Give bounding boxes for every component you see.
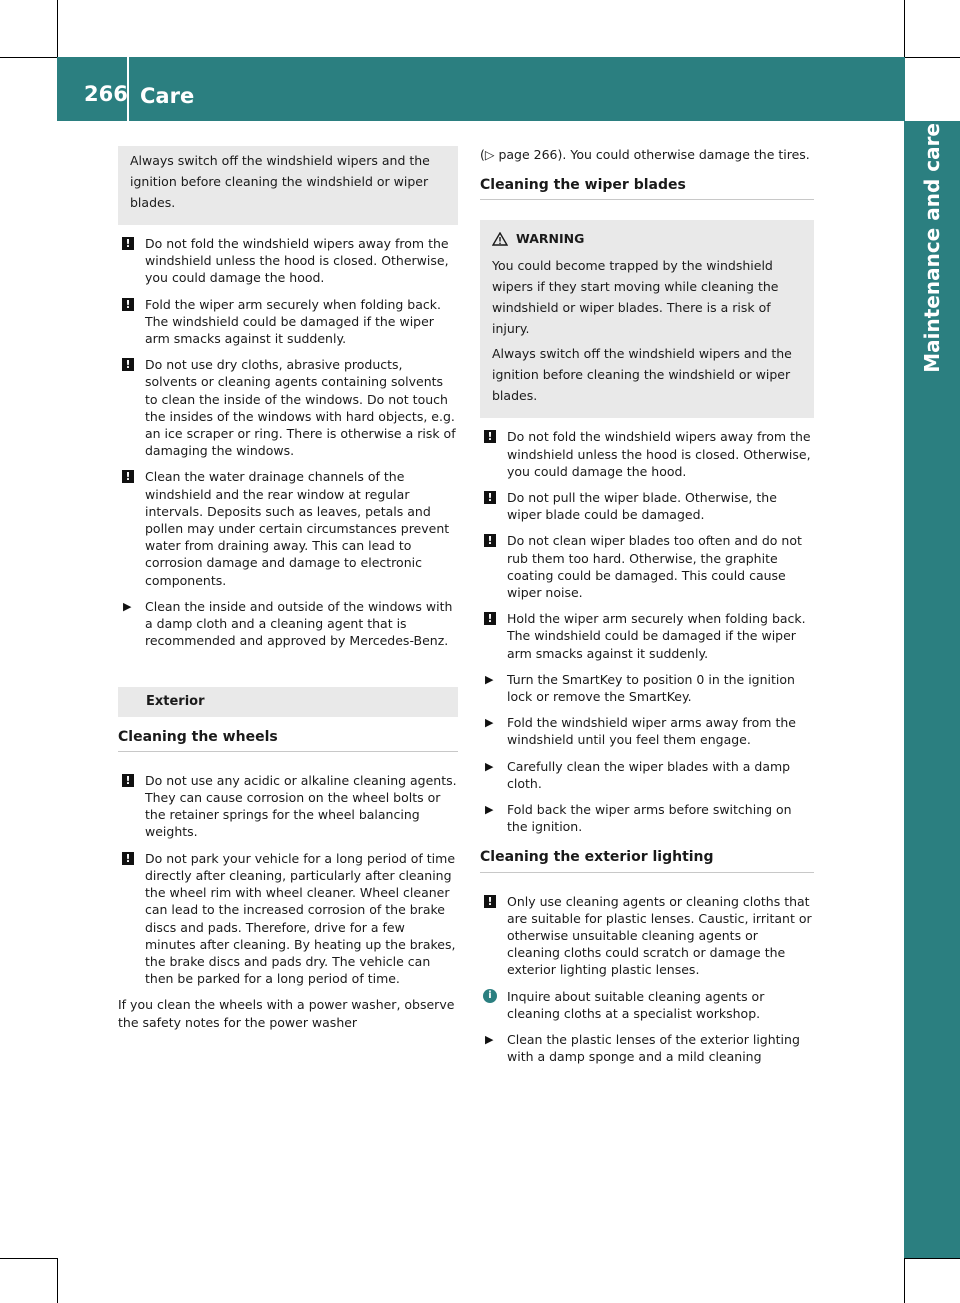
page-number: 266 [84,82,128,106]
crop-mark [904,0,905,57]
note-text: Always switch off the windshield wipers and the ignition before cleaning the windshield or wiper blades. [130,153,430,210]
list-item-text: Clean the plastic lenses of the exterior lighting with a damp sponge and a mild cleaning [507,1032,800,1065]
crop-mark [0,57,57,58]
warning-line: You could become trapped by the windshield wipers if they start moving while cleaning the windshield or wiper blades. There is a risk of injury. [492,258,779,337]
warning-box [480,220,814,418]
paragraph-power-washer: If you clean the wheels with a power washer, observe the safety notes for the power washer [118,997,455,1030]
list-item-text: Do not pull the wiper blade. Otherwise, the wiper blade could be damaged. [507,490,777,523]
list-item [480,758,814,792]
crop-mark [57,0,58,57]
list-item [118,772,458,841]
crop-mark [904,1258,905,1303]
list-item-text: Turn the SmartKey to position 0 in the ignition lock or remove the SmartKey. [507,671,795,705]
wheel-item-list [118,772,458,987]
list-item [480,489,814,523]
list-item [480,988,814,1022]
subheading-cleaning-wheels: Cleaning the wheels [118,729,458,752]
exclamation-box-icon: ! [122,470,134,483]
list-item-text: Clean the water drainage channels of the windshield and the rear window at regular intervals. Deposits such as leaves, petals and pollen may under certain circumstances prevent water from draining away. This can lead to corrosion damage and damage to electronic components. [145,469,450,588]
note-box [118,146,458,225]
exclamation-box-icon: ! [484,895,496,908]
list-item-text: Do not use dry cloths, abrasive products, solvents or cleaning agents containing solvents to clean the inside of the windows. Do not touch the insides of the windows with hard objects, e.g. an ice scraper or ring. There is otherwise a risk of damaging the windows. [145,357,456,459]
crop-mark [905,57,960,58]
subheading-cleaning-wiper-blades: Cleaning the wiper blades [480,177,814,200]
right-column [480,146,814,1075]
list-item [480,610,814,662]
list-item [118,235,458,287]
crop-mark [57,1258,58,1303]
action-arrow-icon: ▶ [485,1033,494,1047]
warning-line: Always switch off the windshield wipers and the ignition before cleaning the windshield or wiper blades. [492,346,792,404]
subheading-cleaning-exterior-lighting: Cleaning the exterior lighting [480,849,814,872]
crop-mark [0,1258,57,1259]
list-item-text: Hold the wiper arm securely when folding back. The windshield could be damaged if the wiper arm smacks against it suddenly. [507,611,806,661]
warning-heading [492,228,802,249]
action-arrow-icon: ▶ [485,803,494,817]
action-arrow-icon: ▶ [123,599,132,613]
list-item [480,1031,814,1065]
exclamation-box-icon: ! [484,534,496,547]
left-column [118,146,458,1041]
exclamation-box-icon: ! [122,852,134,865]
list-item [480,671,814,705]
left-item-list [118,235,458,649]
list-item [118,468,458,588]
list-item-text: Do not clean wiper blades too often and do not rub them too hard. Otherwise, the graphite coating could be damaged. This could cause wiper noise. [507,533,802,601]
section-heading-exterior: Exterior [118,687,458,716]
exclamation-box-icon: ! [122,774,134,787]
list-item [480,532,814,601]
exclamation-box-icon: ! [484,491,496,504]
list-item [480,893,814,979]
list-item [118,296,458,348]
list-item [480,801,814,835]
exclamation-box-icon: ! [484,612,496,625]
list-item [480,428,814,480]
crop-mark [905,1258,960,1259]
list-item-text: Fold the wiper arm securely when folding back. The windshield could be damaged if the wiper arm smacks against it suddenly. [145,296,441,347]
warning-triangle-icon [492,232,508,246]
exclamation-box-icon: ! [484,430,496,443]
list-item-text: Carefully clean the wiper blades with a damp cloth. [507,758,791,791]
page-title: Care [140,84,195,108]
exclamation-box-icon: ! [122,298,134,311]
exclamation-box-icon: ! [122,358,134,371]
list-item-text: Fold the windshield wiper arms away from the windshield until you feel them engage. [507,715,796,748]
list-item [118,850,458,988]
info-circle-icon: i [483,989,497,1003]
list-item-text: Do not fold the windshield wipers away from the windshield unless the hood is closed. Otherwise, you could damage the hood. [145,236,449,286]
lighting-item-list [480,893,814,1066]
list-item-text: Inquire about suitable cleaning agents or cleaning cloths at a specialist workshop. [507,988,765,1021]
paragraph-continued: (▷ page 266). You could otherwise damage the tires. [480,147,810,162]
exclamation-box-icon: ! [122,237,134,250]
list-item-text: Do not park your vehicle for a long period of time directly after cleaning, particularly after cleaning the wheel rim with wheel cleaner. Wheel cleaner can lead to the increased corrosion of the brake discs and pads. Therefore, drive for a few minutes after cleaning. By heating up the brakes, the brake discs and pads dry. The vehicle can then be parked for a long period of time. [145,850,456,987]
list-item [480,714,814,748]
warning-title: WARNING [516,231,585,247]
list-item [118,598,458,650]
list-item-text: Only use cleaning agents or cleaning cloths that are suitable for plastic lenses. Caustic, irritant or otherwise unsuitable cleaning agents or cleaning cloths could scratch or damage the exterior lighting plastic lenses. [507,893,812,978]
list-item-text: Do not fold the windshield wipers away from the windshield unless the hood is closed. Otherwise, you could damage the hood. [507,429,811,479]
list-item [118,356,458,459]
warning-text [492,255,802,406]
action-arrow-icon: ▶ [485,716,494,730]
action-arrow-icon: ▶ [485,759,494,773]
chapter-tab-label: Maintenance and care [920,123,944,373]
list-item-text: Fold back the wiper arms before switching on the ignition. [507,802,792,835]
list-item-text: Clean the inside and outside of the windows with a damp cloth and a cleaning agent that is recommended and approved by Mercedes-Benz. [145,598,453,649]
list-item-text: Do not use any acidic or alkaline cleaning agents. They can cause corrosion on the wheel bolts or the retainer springs for the wheel balancing weights. [145,772,457,840]
action-arrow-icon: ▶ [485,672,494,686]
wiper-item-list [480,428,814,835]
